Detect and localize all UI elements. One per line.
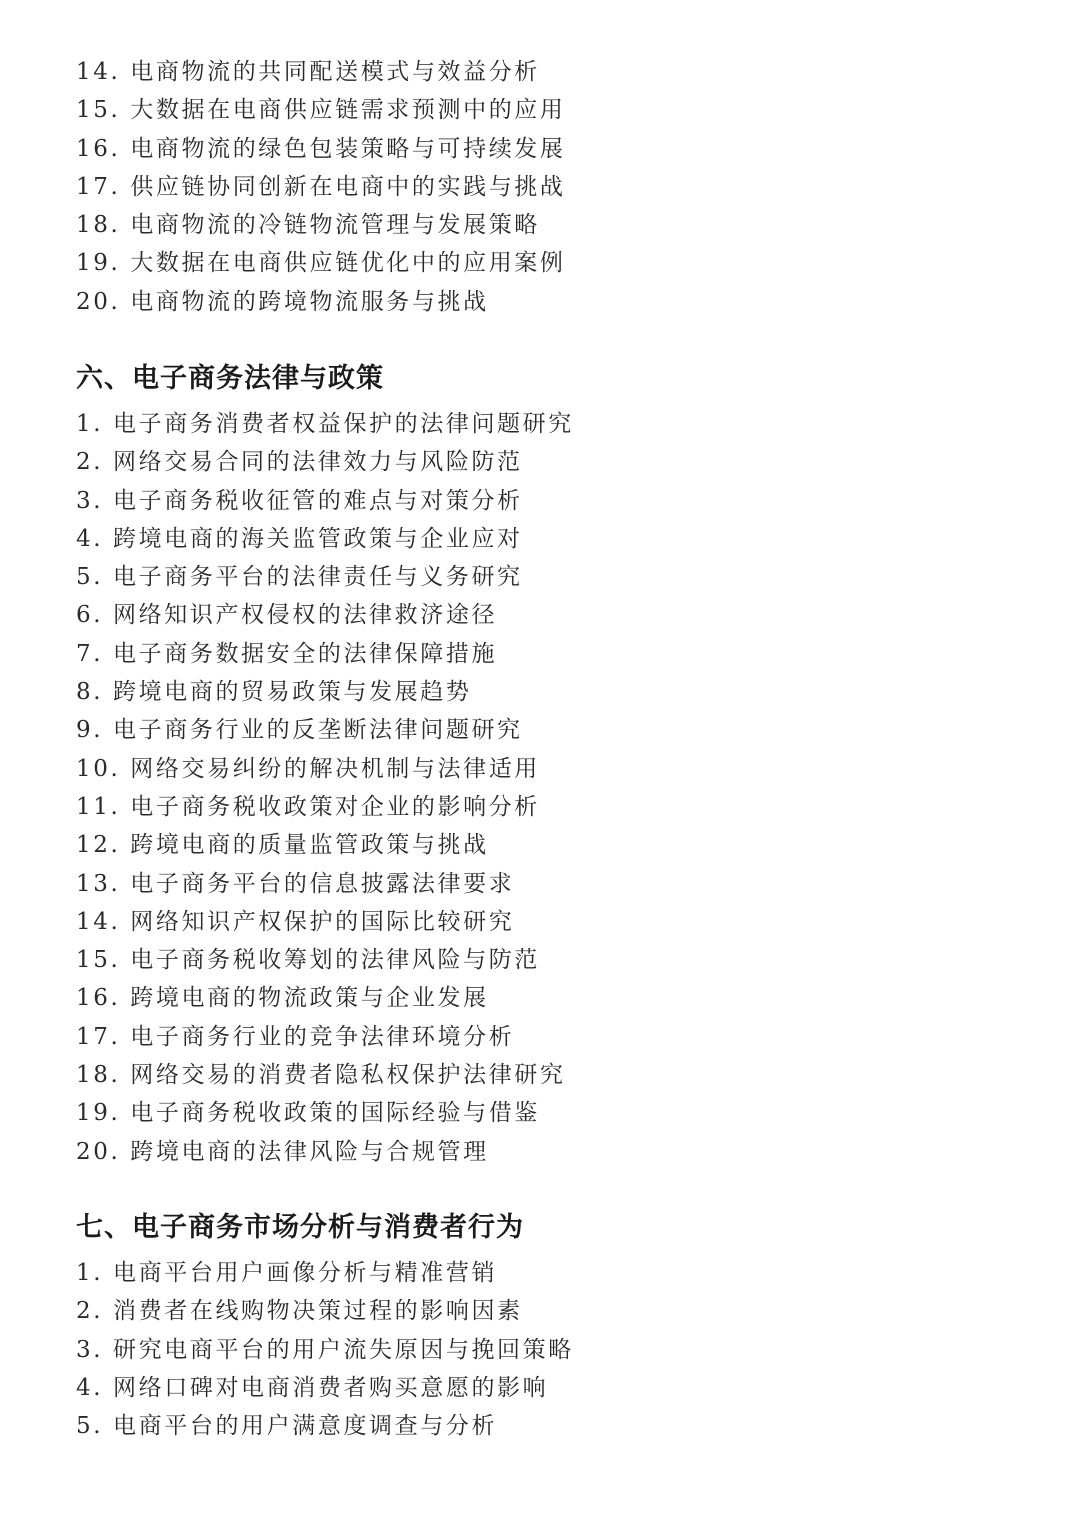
list-item: 18. 电商物流的冷链物流管理与发展策略 [76, 212, 540, 239]
list-item: 3. 研究电商平台的用户流失原因与挽回策略 [76, 1336, 574, 1363]
list-item: 19. 大数据在电商供应链优化中的应用案例 [76, 250, 566, 277]
list-item: 10. 网络交易纠纷的解决机制与法律适用 [76, 755, 540, 782]
list-item: 5. 电子商务平台的法律责任与义务研究 [76, 564, 523, 591]
list-item: 19. 电子商务税收政策的国际经验与借鉴 [76, 1100, 540, 1127]
section-heading-law-policy: 六、电子商务法律与政策 [76, 363, 384, 394]
market-consumer-topic-list [76, 1254, 574, 1445]
logistics-topic-list [76, 53, 566, 321]
list-item: 7. 电子商务数据安全的法律保障措施 [76, 640, 498, 667]
section-heading-market-consumer: 七、电子商务市场分析与消费者行为 [76, 1212, 524, 1243]
list-item: 17. 电子商务行业的竞争法律环境分析 [76, 1023, 515, 1050]
list-item: 13. 电子商务平台的信息披露法律要求 [76, 870, 515, 897]
list-item: 1. 电子商务消费者权益保护的法律问题研究 [76, 411, 574, 437]
list-item: 4. 跨境电商的海关监管政策与企业应对 [76, 525, 523, 552]
list-item: 15. 电子商务税收筹划的法律风险与防范 [76, 947, 540, 974]
list-item: 8. 跨境电商的贸易政策与发展趋势 [76, 679, 472, 706]
list-item: 16. 跨境电商的物流政策与企业发展 [76, 985, 489, 1012]
list-item: 11. 电子商务税收政策对企业的影响分析 [76, 793, 540, 820]
list-item: 12. 跨境电商的质量监管政策与挑战 [76, 832, 489, 859]
list-item: 2. 消费者在线购物决策过程的影响因素 [76, 1298, 523, 1325]
list-item: 17. 供应链协同创新在电商中的实践与挑战 [76, 173, 566, 200]
list-item: 9. 电子商务行业的反垄断法律问题研究 [76, 717, 523, 744]
list-item: 5. 电商平台的用户满意度调查与分析 [76, 1413, 498, 1440]
law-policy-topic-list [76, 405, 574, 1171]
list-item: 2. 网络交易合同的法律效力与风险防范 [76, 449, 523, 476]
list-item: 20. 跨境电商的法律风险与合规管理 [76, 1138, 489, 1165]
list-item: 14. 电商物流的共同配送模式与效益分析 [76, 59, 540, 85]
list-item: 6. 网络知识产权侵权的法律救济途径 [76, 602, 498, 629]
list-item: 4. 网络口碑对电商消费者购买意愿的影响 [76, 1374, 549, 1401]
list-item: 1. 电商平台用户画像分析与精准营销 [76, 1260, 498, 1286]
list-item: 14. 网络知识产权保护的国际比较研究 [76, 908, 515, 935]
list-item: 18. 网络交易的消费者隐私权保护法律研究 [76, 1062, 566, 1089]
list-item: 3. 电子商务税收征管的难点与对策分析 [76, 487, 523, 514]
list-item: 15. 大数据在电商供应链需求预测中的应用 [76, 97, 566, 124]
list-item: 20. 电商物流的跨境物流服务与挑战 [76, 288, 489, 315]
list-item: 16. 电商物流的绿色包装策略与可持续发展 [76, 135, 566, 162]
